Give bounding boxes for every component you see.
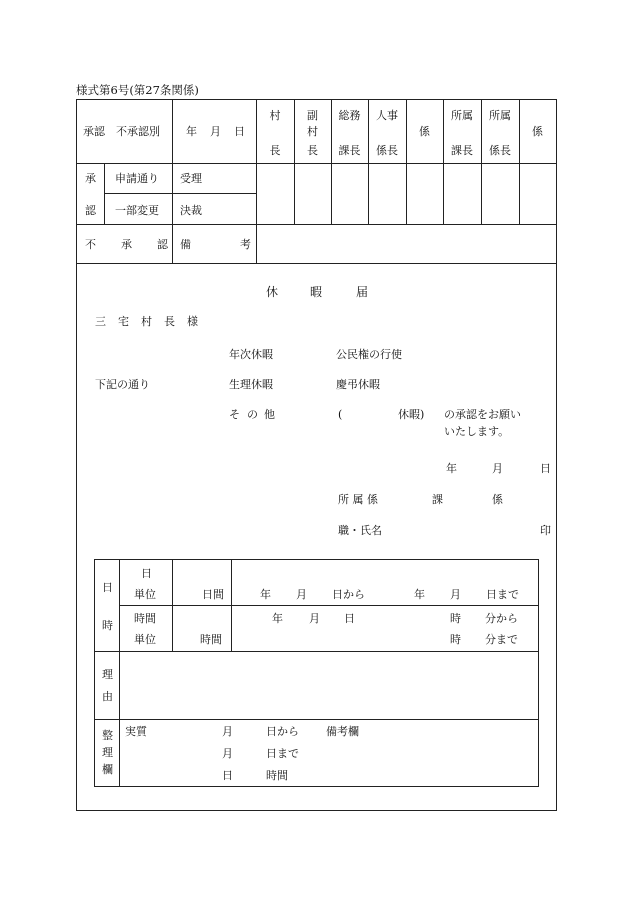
addressee-char-3: 村 [141, 315, 152, 328]
detail-day-char: 日 [102, 581, 113, 594]
as-requested-label: 申請通り [115, 172, 159, 185]
hour-to-m: 分まで [485, 633, 518, 646]
leave-other-char-2: の [247, 408, 258, 421]
title-char-3: 届 [356, 285, 369, 299]
seal-mark: 印 [540, 524, 551, 537]
affiliation-label: 所 属 係 [338, 493, 378, 506]
col-dept-section-bottom: 係長 [489, 144, 511, 157]
col-deputy-bottom: 長 [307, 144, 318, 157]
affiliation-kakari: 係 [492, 493, 503, 506]
as-follows-label: 下記の通り [95, 378, 150, 391]
remarks-col-label: 備考欄 [326, 725, 359, 738]
approval-status-label: 承認 不承認別 [83, 125, 160, 138]
col-staff-2: 係 [532, 125, 543, 138]
range-month-1: 月 [296, 588, 307, 601]
col-village-head-top: 村 [269, 109, 281, 122]
col-general-affairs-bottom: 課長 [338, 144, 361, 157]
leave-civic: 公民権の行使 [336, 348, 402, 361]
reason-char-2: 由 [102, 690, 113, 703]
submit-year: 年 [446, 462, 457, 475]
approve-char-1: 承 [85, 172, 96, 185]
col-dept-chief-top: 所属 [451, 109, 473, 122]
hour-date-month: 月 [309, 612, 320, 625]
hour-to-h: 時 [450, 633, 461, 646]
col-village-head-bottom: 長 [269, 144, 281, 157]
detail-hour-char: 時 [102, 619, 113, 632]
hour-from-h: 時 [450, 612, 461, 625]
title-char-1: 休 [266, 285, 279, 299]
position-name-label: 職・氏名 [338, 524, 382, 537]
addressee-char-1: 三 [95, 315, 106, 328]
disapproval-char-2: 承 [121, 238, 132, 251]
col-deputy-top: 副 [307, 109, 318, 122]
hours-label: 時間 [200, 633, 222, 646]
disapproval-char-1: 不 [85, 238, 96, 251]
leave-other-char-1: そ [229, 408, 240, 421]
hour-date-year: 年 [272, 612, 283, 625]
affiliation-ka: 課 [432, 493, 443, 506]
admin-char-2: 理 [102, 746, 113, 759]
range-day-from: 日から [332, 588, 365, 601]
actual-label: 実質 [125, 725, 147, 738]
range-year-1: 年 [260, 588, 271, 601]
day-unit-bottom: 単位 [134, 588, 156, 601]
admin-row3-a: 日 [222, 769, 233, 782]
date-year-label: 年 [186, 125, 197, 138]
hour-date-day: 日 [344, 612, 355, 625]
submit-day: 日 [540, 462, 551, 475]
leave-other-paren-open: ( [338, 408, 343, 421]
hour-from-m: 分から [485, 612, 518, 625]
addressee-char-5: 様 [187, 315, 198, 328]
admin-char-3: 欄 [102, 763, 113, 776]
partial-change-label: 一部変更 [115, 204, 159, 217]
range-year-2: 年 [414, 588, 425, 601]
admin-row3-b: 時間 [266, 769, 288, 782]
decided-label: 決裁 [180, 204, 202, 217]
form-number: 様式第6号(第27条関係) [76, 83, 199, 97]
date-day-label: 日 [234, 125, 245, 138]
col-staff-1: 係 [419, 125, 430, 138]
addressee-char-2: 宅 [118, 315, 129, 328]
day-unit-top: 日 [141, 567, 152, 580]
hour-unit-bottom: 単位 [134, 633, 156, 646]
admin-row1-b: 日から [266, 725, 299, 738]
days-label: 日間 [202, 588, 224, 601]
range-month-2: 月 [450, 588, 461, 601]
accepted-label: 受理 [180, 172, 202, 185]
leave-menstrual: 生理休暇 [229, 378, 273, 391]
remarks-char-1: 備 [180, 238, 191, 251]
col-personnel-bottom: 係長 [376, 144, 398, 157]
col-dept-section-top: 所属 [489, 109, 511, 122]
date-month-label: 月 [210, 125, 221, 138]
approve-char-2: 認 [85, 204, 96, 217]
request-line-2: いたします。 [444, 425, 510, 438]
request-line-1: の承認をお願い [444, 408, 521, 421]
col-deputy-mid: 村 [307, 125, 318, 138]
admin-row1-a: 月 [222, 725, 233, 738]
disapproval-char-3: 認 [157, 238, 168, 251]
col-dept-chief-bottom: 課長 [451, 144, 473, 157]
leave-other-char-3: 他 [264, 408, 275, 421]
range-day-to: 日まで [486, 588, 519, 601]
admin-char-1: 整 [102, 729, 113, 742]
hour-unit-top: 時間 [134, 612, 156, 625]
admin-row2-b: 日まで [266, 747, 299, 760]
leave-bereavement: 慶弔休暇 [336, 378, 380, 391]
col-personnel-top: 人事 [376, 109, 398, 122]
admin-row2-a: 月 [222, 747, 233, 760]
title-char-2: 暇 [310, 285, 323, 299]
remarks-char-2: 考 [240, 238, 251, 251]
submit-month: 月 [492, 462, 503, 475]
addressee-char-4: 長 [164, 315, 175, 328]
reason-char-1: 理 [102, 668, 113, 681]
leave-other-paren-close: 休暇) [398, 408, 425, 421]
leave-annual: 年次休暇 [229, 348, 273, 361]
col-general-affairs-top: 総務 [338, 109, 361, 122]
